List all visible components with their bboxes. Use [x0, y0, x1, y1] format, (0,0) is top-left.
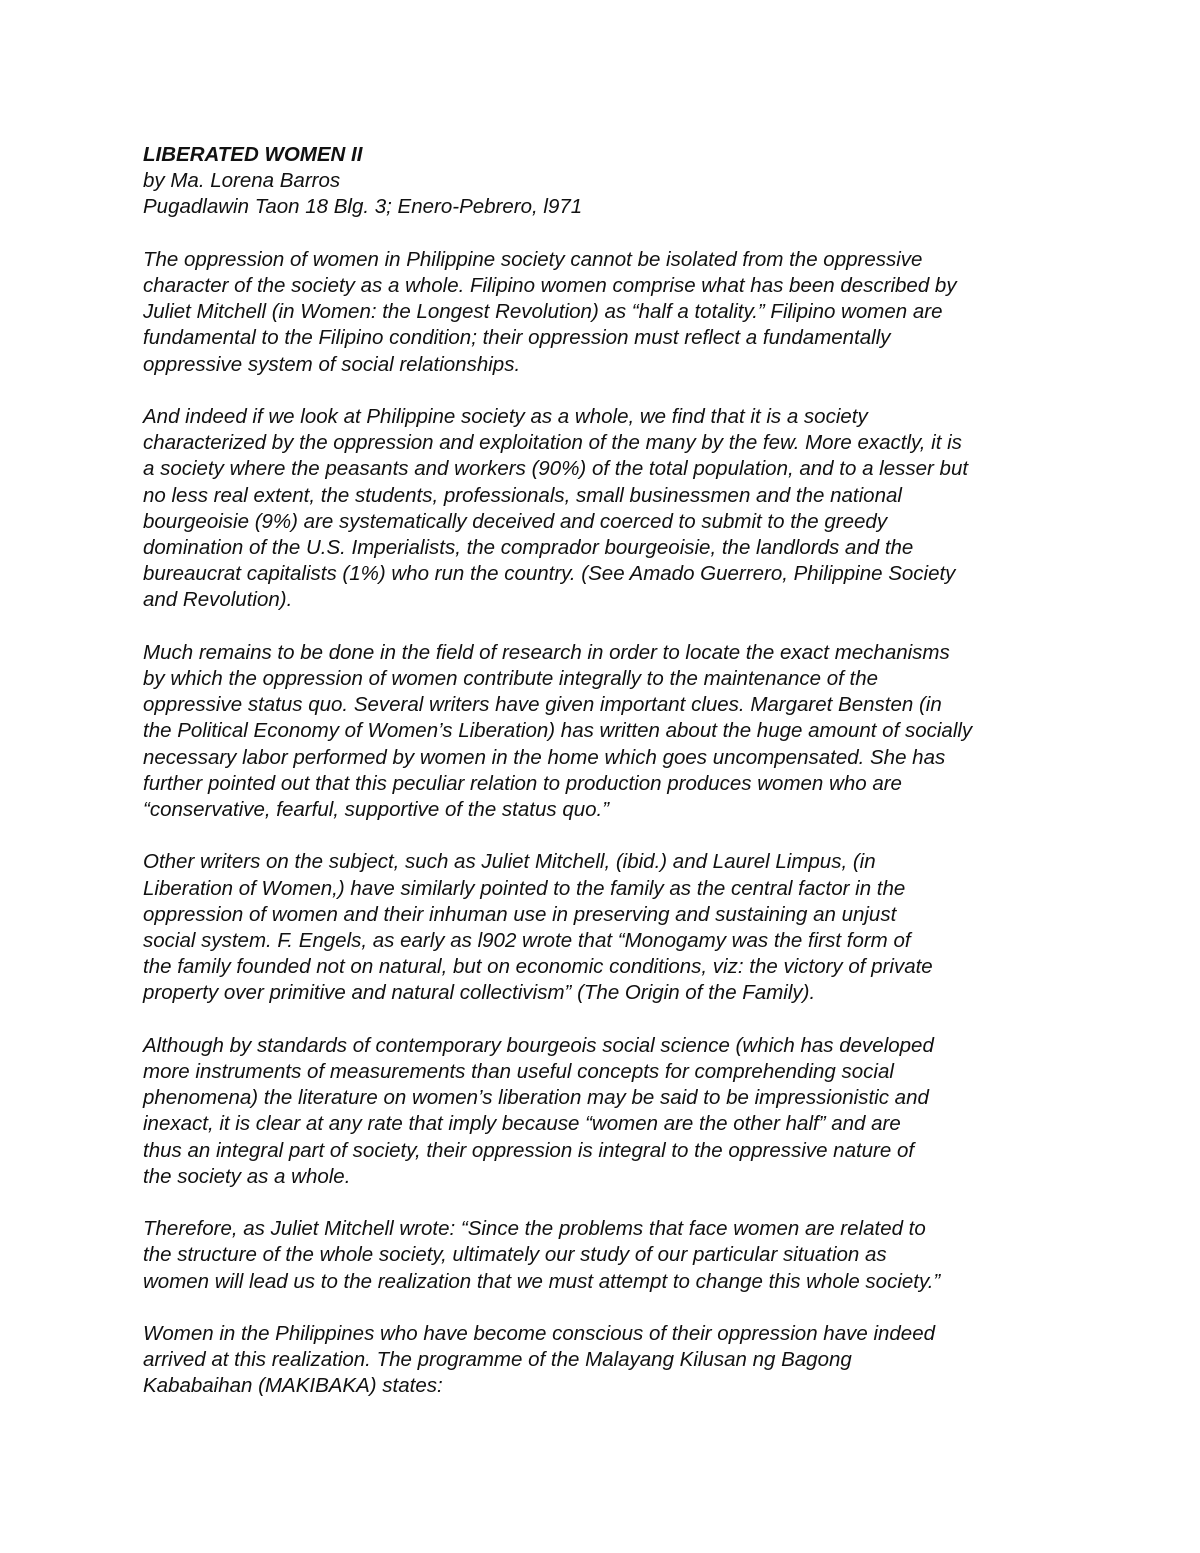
paragraph-line: oppressive status quo. Several writers have given important clues. Margaret Bensten (in	[143, 693, 942, 717]
publication-source: Pugadlawin Taon 18 Blg. 3; Enero-Pebrero, l971	[143, 195, 583, 219]
paragraph-line: bourgeoisie (9%) are systematically deceived and coerced to submit to the greedy	[143, 509, 888, 533]
paragraph-line: oppressive system of social relationships.	[143, 352, 521, 376]
paragraph-line: The oppression of women in Philippine society cannot be isolated from the oppressive	[143, 247, 923, 271]
paragraph-line: characterized by the oppression and exploitation of the many by the few. More exactly, it is	[143, 431, 962, 455]
paragraph-line: Therefore, as Juliet Mitchell wrote: “Since the problems that face women are related to	[143, 1217, 926, 1241]
paragraph-line: necessary labor performed by women in the home which goes uncompensated. She has	[143, 745, 946, 769]
paragraph-6	[143, 1216, 1073, 1295]
paragraph-line: the family founded not on natural, but on economic conditions, viz: the victory of private	[143, 955, 933, 979]
paragraph-line: oppression of women and their inhuman use in preserving and sustaining an unjust	[143, 902, 897, 926]
paragraph-line: domination of the U.S. Imperialists, the comprador bourgeoisie, the landlords and the	[143, 536, 914, 560]
paragraph-line: inexact, it is clear at any rate that imply because “women are the other half” and are	[143, 1112, 901, 1136]
paragraph-line: “conservative, fearful, supportive of the status quo.”	[143, 798, 610, 822]
paragraph-line: the society as a whole.	[143, 1164, 351, 1188]
paragraph-line: And indeed if we look at Philippine society as a whole, we find that it is a society	[143, 405, 868, 428]
paragraph-line: Juliet Mitchell (in Women: the Longest Revolution) as “half a totality.” Filipino women are	[143, 300, 943, 324]
paragraph-line: arrived at this realization. The programme of the Malayang Kilusan ng Bagong	[143, 1348, 852, 1372]
paragraph-5	[143, 1033, 1073, 1190]
paragraph-line: the Political Economy of Women’s Liberation) has written about the huge amount of socially	[143, 719, 973, 743]
paragraph-line: thus an integral part of society, their oppression is integral to the oppressive nature of	[143, 1138, 915, 1162]
author-byline: by Ma. Lorena Barros	[143, 169, 341, 193]
paragraph-4	[143, 849, 1073, 1006]
document-page	[143, 142, 1073, 1426]
paragraph-line: by which the oppression of women contribute integrally to the maintenance of the	[143, 667, 879, 691]
paragraph-line: Women in the Philippines who have become conscious of their oppression have indeed	[143, 1322, 936, 1346]
paragraph-line: no less real extent, the students, professionals, small businessmen and the national	[143, 483, 902, 507]
paragraph-7	[143, 1321, 1073, 1400]
paragraph-3	[143, 640, 1073, 823]
paragraph-line: Kababaihan (MAKIBAKA) states:	[143, 1374, 443, 1398]
paragraph-line: women will lead us to the realization that we must attempt to change this whole society.”	[143, 1269, 941, 1293]
paragraph-line: phenomena) the literature on women’s liberation may be said to be impressionistic and	[143, 1086, 929, 1110]
paragraph-line: further pointed out that this peculiar relation to production produces women who are	[143, 771, 902, 795]
paragraph-line: property over primitive and natural collectivism” (The Origin of the Family).	[143, 981, 816, 1005]
document-header	[143, 142, 1073, 221]
paragraph-line: the structure of the whole society, ultimately our study of our particular situation as	[143, 1243, 887, 1267]
paragraph-line: more instruments of measurements than useful concepts for comprehending social	[143, 1060, 894, 1084]
paragraph-line: Much remains to be done in the field of research in order to locate the exact mechanisms	[143, 640, 950, 664]
paragraph-2	[143, 404, 1073, 614]
paragraph-line: Other writers on the subject, such as Juliet Mitchell, (ibid.) and Laurel Limpus, (in	[143, 850, 876, 874]
paragraph-line: a society where the peasants and workers (90%) of the total population, and to a lesser but	[143, 457, 969, 481]
paragraph-line: fundamental to the Filipino condition; their oppression must reflect a fundamentally	[143, 326, 891, 350]
paragraph-line: and Revolution).	[143, 588, 293, 612]
paragraph-line: Although by standards of contemporary bourgeois social science (which has developed	[143, 1033, 934, 1057]
paragraph-line: bureaucrat capitalists (1%) who run the country. (See Amado Guerrero, Philippine Society	[143, 562, 956, 586]
paragraph-line: Liberation of Women,) have similarly pointed to the family as the central factor in the	[143, 876, 906, 900]
paragraph-line: character of the society as a whole. Filipino women comprise what has been described by	[143, 274, 957, 297]
paragraph-1	[143, 247, 1073, 378]
document-title: LIBERATED WOMEN II	[143, 143, 363, 166]
paragraph-line: social system. F. Engels, as early as l902 wrote that “Monogamy was the first form of	[143, 929, 911, 953]
